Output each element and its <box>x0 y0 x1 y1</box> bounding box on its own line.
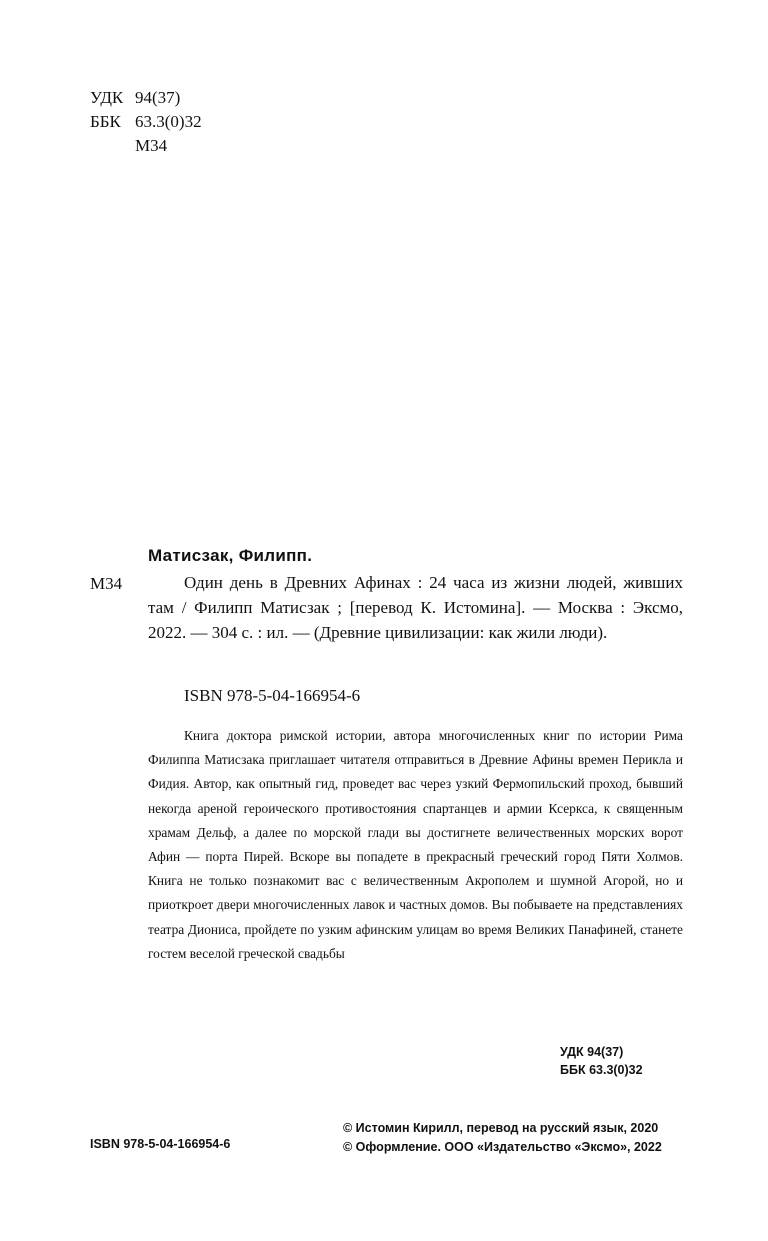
copyright-translation: © Истомин Кирилл, перевод на русский язык, 2020 <box>343 1121 659 1135</box>
udk-row <box>90 86 202 110</box>
author-heading: Матисзак, Филипп. <box>148 546 313 565</box>
bbk-row <box>90 110 202 134</box>
bibliographic-record: Один день в Древних Афинах : 24 часа из жизни людей, живших там / Филипп Матисзак ; [перевод К. Истомина]. — Москва : Эксмо, 2022. — 304 с. : ил. — (Древние цивилизации: как жили люди). <box>148 573 683 642</box>
copyright-block <box>343 1119 662 1157</box>
copyright-design: © Оформление. ООО «Издательство «Эксмо», 2022 <box>343 1140 662 1154</box>
bbk-label: ББК <box>90 112 121 131</box>
classification-bold <box>560 1043 683 1079</box>
udk-bold: УДК 94(37) <box>560 1045 624 1059</box>
cutter-value: М34 <box>135 136 168 155</box>
cutter-row <box>90 134 202 158</box>
udk-label: УДК <box>90 88 124 107</box>
isbn-main: ISBN 978-5-04-166954-6 <box>184 686 361 705</box>
bbk-value: 63.3(0)32 <box>135 112 202 131</box>
annotation: Книга доктора римской истории, автора многочисленных книг по истории Рима Филиппа Матисзака приглашает читателя отправиться в Древние Афины времен Перикла и Фидия. Автор, как опытный гид, проведет вас через узкий Фермопильский проход, бывший некогда ареной героического противостояния спартанцев и армии Ксеркса, к священным храмам Дельф, а далее по морской глади вы достигнете величественных морских ворот Афин — порта Пирей. Вскоре вы попадете в прекрасный греческий город Пяти Холмов. Книга не только познакомит вас с величественным Акрополем и шумной Агорой, но и приоткроет двери многочисленных лавок и частных домов. Вы побываете на представлениях театра Диониса, пройдете по узким афинским улицам во время Великих Панафиней, станете гостем веселой греческой свадьбы <box>148 728 683 961</box>
isbn-bottom: ISBN 978-5-04-166954-6 <box>90 1137 231 1151</box>
udk-value: 94(37) <box>135 88 181 107</box>
bbk-bold: ББК 63.3(0)32 <box>560 1063 643 1077</box>
cutter-mark: М34 <box>90 574 123 593</box>
classification-block <box>90 86 202 158</box>
